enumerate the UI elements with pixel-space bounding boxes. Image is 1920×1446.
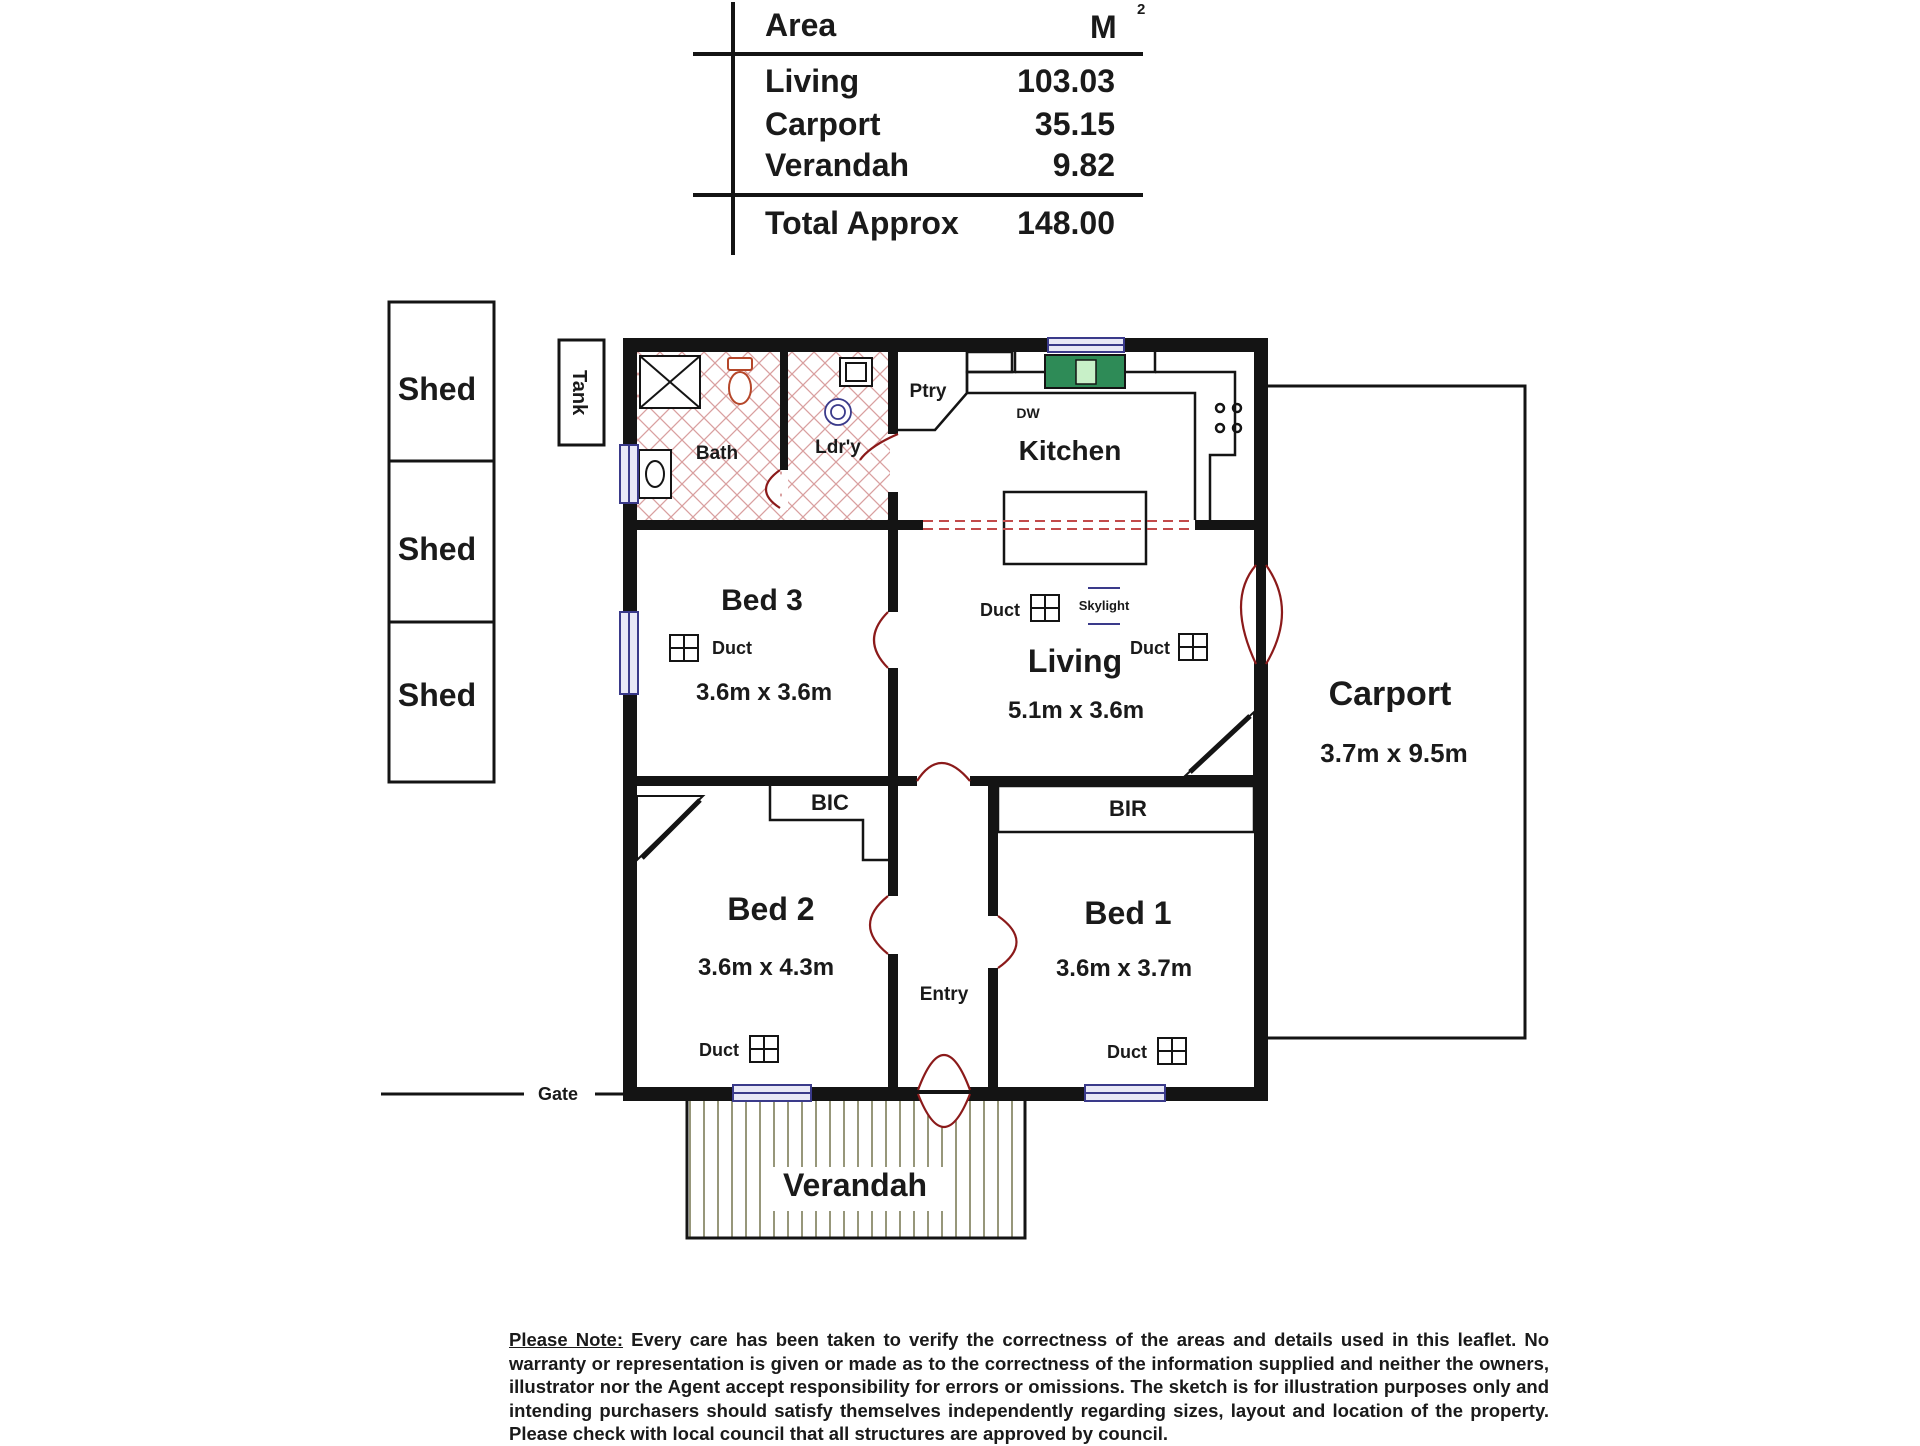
pantry-label: Ptry — [909, 381, 947, 402]
area-header-unit: M — [1090, 9, 1117, 45]
duct-label: Duct — [699, 1040, 739, 1060]
bed3-size: 3.6m x 3.6m — [695, 679, 833, 706]
living-size: 5.1m x 3.6m — [1007, 697, 1145, 724]
carport-name: Carport — [1328, 675, 1452, 713]
gate-label: Gate — [537, 1084, 579, 1104]
bir-label: BIR — [1109, 796, 1147, 821]
area-row-label: Living — [765, 63, 860, 99]
carport-size: 3.7m x 9.5m — [1320, 738, 1468, 768]
area-row-value: 35.15 — [1034, 106, 1115, 142]
sink-icon — [1045, 355, 1125, 388]
bed1-name: Bed 1 — [1084, 895, 1172, 931]
duct-icon — [1179, 634, 1207, 660]
disclaimer-label: Please Note: — [509, 1329, 624, 1350]
carport — [1268, 386, 1525, 1038]
area-row-label: Carport — [765, 106, 881, 142]
bed2-size: 3.6m x 4.3m — [697, 954, 835, 981]
shed-label: Shed — [397, 531, 477, 567]
sheds — [389, 302, 494, 782]
verandah-label: Verandah — [782, 1167, 928, 1203]
washer-icon — [825, 399, 851, 425]
area-table — [693, 1, 1145, 255]
duct-icon — [670, 635, 698, 661]
disclaimer-text: Every care has been taken to verify the correctness of the areas and details used in this leaflet. No warranty or representation is given or made as to the correctness of the information supplied and neither the owners, illustrator nor the Agent accept responsibility for errors or omissions. The sketch is for illustration purposes only and intending purchasers should satisfy themselves independently regarding sizes, layout and location of the property. Please check with local council that all structures are approved by council. — [509, 1329, 1550, 1444]
kitchen-label: Kitchen — [1018, 435, 1122, 466]
tank-label: Tank — [568, 370, 590, 416]
duct-icon — [750, 1036, 778, 1062]
area-row-value: 9.82 — [1052, 147, 1115, 183]
area-header-unit-sup: 2 — [1137, 1, 1146, 18]
area-total-label: Total Approx — [765, 205, 959, 241]
verandah — [687, 1098, 1025, 1238]
duct-label: Duct — [712, 638, 752, 658]
bed3-name: Bed 3 — [721, 584, 803, 617]
duct-icon — [1158, 1038, 1186, 1064]
gate — [381, 1084, 624, 1104]
area-header-label: Area — [765, 7, 837, 43]
area-row-value: 103.03 — [1017, 63, 1115, 99]
living-name: Living — [1027, 643, 1123, 679]
entry-label: Entry — [919, 984, 969, 1005]
shed-label: Shed — [397, 371, 477, 407]
bed2-name: Bed 2 — [727, 891, 815, 927]
duct-icon — [1031, 595, 1059, 621]
bath-label: Bath — [695, 443, 739, 464]
disclaimer-note — [509, 1328, 1549, 1446]
duct-label: Duct — [980, 600, 1020, 620]
shed-label: Shed — [397, 677, 477, 713]
area-total-value: 148.00 — [1017, 205, 1115, 241]
skylight-label: Skylight — [1078, 598, 1130, 613]
tank — [559, 340, 604, 445]
duct-label: Duct — [1107, 1042, 1147, 1062]
toilet-icon — [728, 358, 752, 404]
dishwasher-label: DW — [1016, 405, 1040, 421]
bic-label: BIC — [811, 790, 849, 815]
laundry-label: Ldr'y — [815, 437, 861, 458]
kitchen-living-divider — [923, 521, 1195, 529]
area-row-label: Verandah — [765, 147, 910, 183]
bed1-size: 3.6m x 3.7m — [1055, 955, 1193, 982]
duct-label: Duct — [1130, 638, 1170, 658]
